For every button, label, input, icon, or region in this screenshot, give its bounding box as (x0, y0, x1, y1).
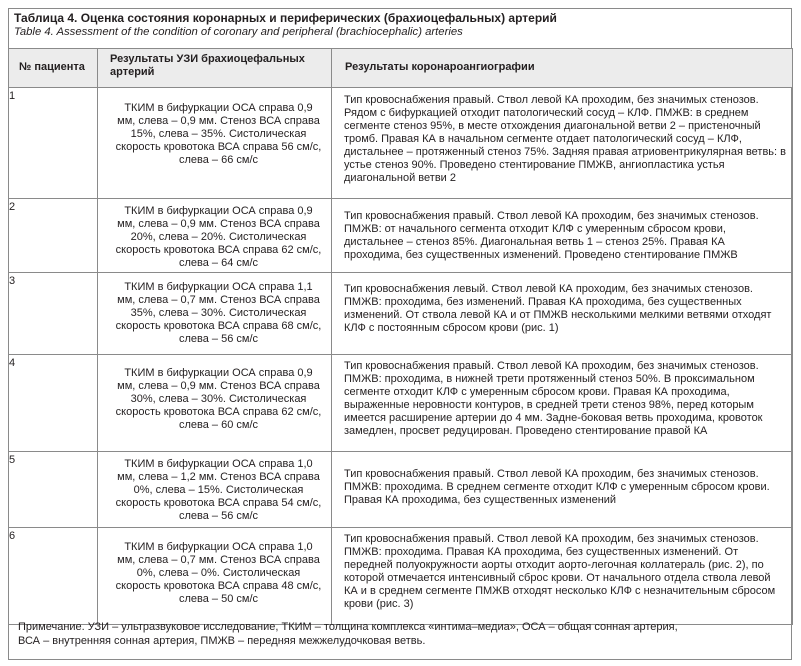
cell-angiography-result: Тип кровоснабжения левый. Ствол левой КА проходим, без значимых стенозов. ПМЖВ: проходима, без изменений. Правая КА проходима, без существенных изменений. От ствола левой КА и от ПМЖВ несколькими мелкими ветвями отходят КЛФ с постоянным сбросом крови (рис. 1) (332, 273, 793, 355)
table-footnote (18, 620, 788, 648)
header-patient: № пациента (9, 49, 98, 88)
table-row (9, 528, 793, 625)
cell-angiography-result: Тип кровоснабжения правый. Ствол левой КА проходим, без значимых стенозов. Рядом с бифуркацией отходит патологический сосуд – КЛФ. ПМЖВ: в среднем сегменте стеноз 95%, в месте отхождения диагональной ветви 2 – пристеночный тромб. Правая КА в начальном сегменте отдает патологический сосуд – КЛФ, дистальнее – протяженный стеноз 75%. Задняя правая атриовентрикулярная ветвь: в устье стеноз 90%. Проведено стентирование ПМЖВ, ангиопластика устья диагональной ветви 2 (332, 88, 793, 199)
cell-angiography-result: Тип кровоснабжения правый. Ствол левой КА проходим, без значимых стенозов. ПМЖВ: проходима. Правая КА проходима, без существенных изменений. От передней полуокружности аорты отходит аорто-легочная коллатераль (рис. 2), по которой отмечается интенсивный сброс крови. От начального отдела ствола левой КА и в среднем сегменте ПМЖВ отходят несколько КЛФ с незначительным сбросом крови (рис. 3) (332, 528, 793, 625)
cell-patient-number: 3 (9, 273, 98, 355)
table-header-row (9, 49, 793, 88)
table-row (9, 452, 793, 528)
cell-angiography-result: Тип кровоснабжения правый. Ствол левой КА проходим, без значимых стенозов. ПМЖВ: проходима, в нижней трети протяженный стеноз 50%. В проксимальном сегменте отходит КЛФ с умеренным сбросом крови. Правая КА проходима, выраженные неровности контуров, в средней трети стеноз 98%, перед которым имеется расширение артерии до 4 мм. Задне-боковая ветвь проходима, кровоток замедлен, просвет редуцирован. Проведено стентирование правой КА (332, 355, 793, 452)
cell-ultrasound-result: ТКИМ в бифуркации ОСА справа 0,9 мм, слева – 0,9 мм. Стеноз ВСА справа 15%, слева – 35%. Систолическая скорость кровотока ВСА справа 56 см/с, слева – 66 см/с (98, 88, 332, 199)
header-ultrasound: Результаты УЗИ брахиоцефальных артерий (98, 49, 332, 88)
cell-ultrasound-result: ТКИМ в бифуркации ОСА справа 1,0 мм, слева – 0,7 мм. Стеноз ВСА справа 0%, слева – 0%. Систолическая скорость кровотока ВСА справа 48 см/с, слева – 50 см/с (98, 528, 332, 625)
header-angiography: Результаты коронароангиографии (332, 49, 793, 88)
table-row (9, 199, 793, 273)
table-row (9, 355, 793, 452)
footnote-line-1: Примечание. УЗИ – ультразвуковое исследование, ТКИМ – толщина комплекса «интима–медиа», ОСА – общая сонная артерия, (18, 621, 678, 633)
cell-patient-number: 1 (9, 88, 98, 199)
table-caption (14, 11, 784, 39)
cell-ultrasound-result: ТКИМ в бифуркации ОСА справа 1,1 мм, слева – 0,7 мм. Стеноз ВСА справа 35%, слева – 30%. Систолическая скорость кровотока ВСА справа 68 см/с, слева – 56 см/с (98, 273, 332, 355)
assessment-table (8, 48, 793, 625)
cell-angiography-result: Тип кровоснабжения правый. Ствол левой КА проходим, без значимых стенозов. ПМЖВ: от начального сегмента отходит КЛФ с умеренным сбросом крови, дистальнее – стеноз 85%. Диагональная ветвь 1 – стеноз 25%. Правая КА проходима, без существенных изменений. Проведено стентирование ПМЖВ (332, 199, 793, 273)
caption-title-ru: Таблица 4. Оценка состояния коронарных и периферических (брахиоцефальных) артерий (14, 11, 557, 25)
cell-patient-number: 4 (9, 355, 98, 452)
cell-ultrasound-result: ТКИМ в бифуркации ОСА справа 0,9 мм, слева – 0,9 мм. Стеноз ВСА справа 20%, слева – 20%. Систолическая скорость кровотока ВСА справа 62 см/с, слева – 64 см/с (98, 199, 332, 273)
cell-angiography-result: Тип кровоснабжения правый. Ствол левой КА проходим, без значимых стенозов. ПМЖВ: проходима. В среднем сегменте отходит КЛФ с умеренным сбросом крови. Правая КА проходима, без существенных изменений (332, 452, 793, 528)
cell-patient-number: 6 (9, 528, 98, 625)
table-row (9, 273, 793, 355)
footnote-line-2: ВСА – внутренняя сонная артерия, ПМЖВ – передняя межжелудочковая ветвь. (18, 635, 426, 647)
cell-patient-number: 2 (9, 199, 98, 273)
caption-title-en: Table 4. Assessment of the condition of coronary and peripheral (brachiocephalic) arteries (14, 26, 463, 38)
cell-ultrasound-result: ТКИМ в бифуркации ОСА справа 0,9 мм, слева – 0,9 мм. Стеноз ВСА справа 30%, слева – 30%. Систолическая скорость кровотока ВСА справа 62 см/с, слева – 60 см/с (98, 355, 332, 452)
table-row (9, 88, 793, 199)
cell-patient-number: 5 (9, 452, 98, 528)
cell-ultrasound-result: ТКИМ в бифуркации ОСА справа 1,0 мм, слева – 1,2 мм. Стеноз ВСА справа 0%, слева – 15%. Систолическая скорость кровотока ВСА справа 54 см/с, слева – 56 см/с (98, 452, 332, 528)
